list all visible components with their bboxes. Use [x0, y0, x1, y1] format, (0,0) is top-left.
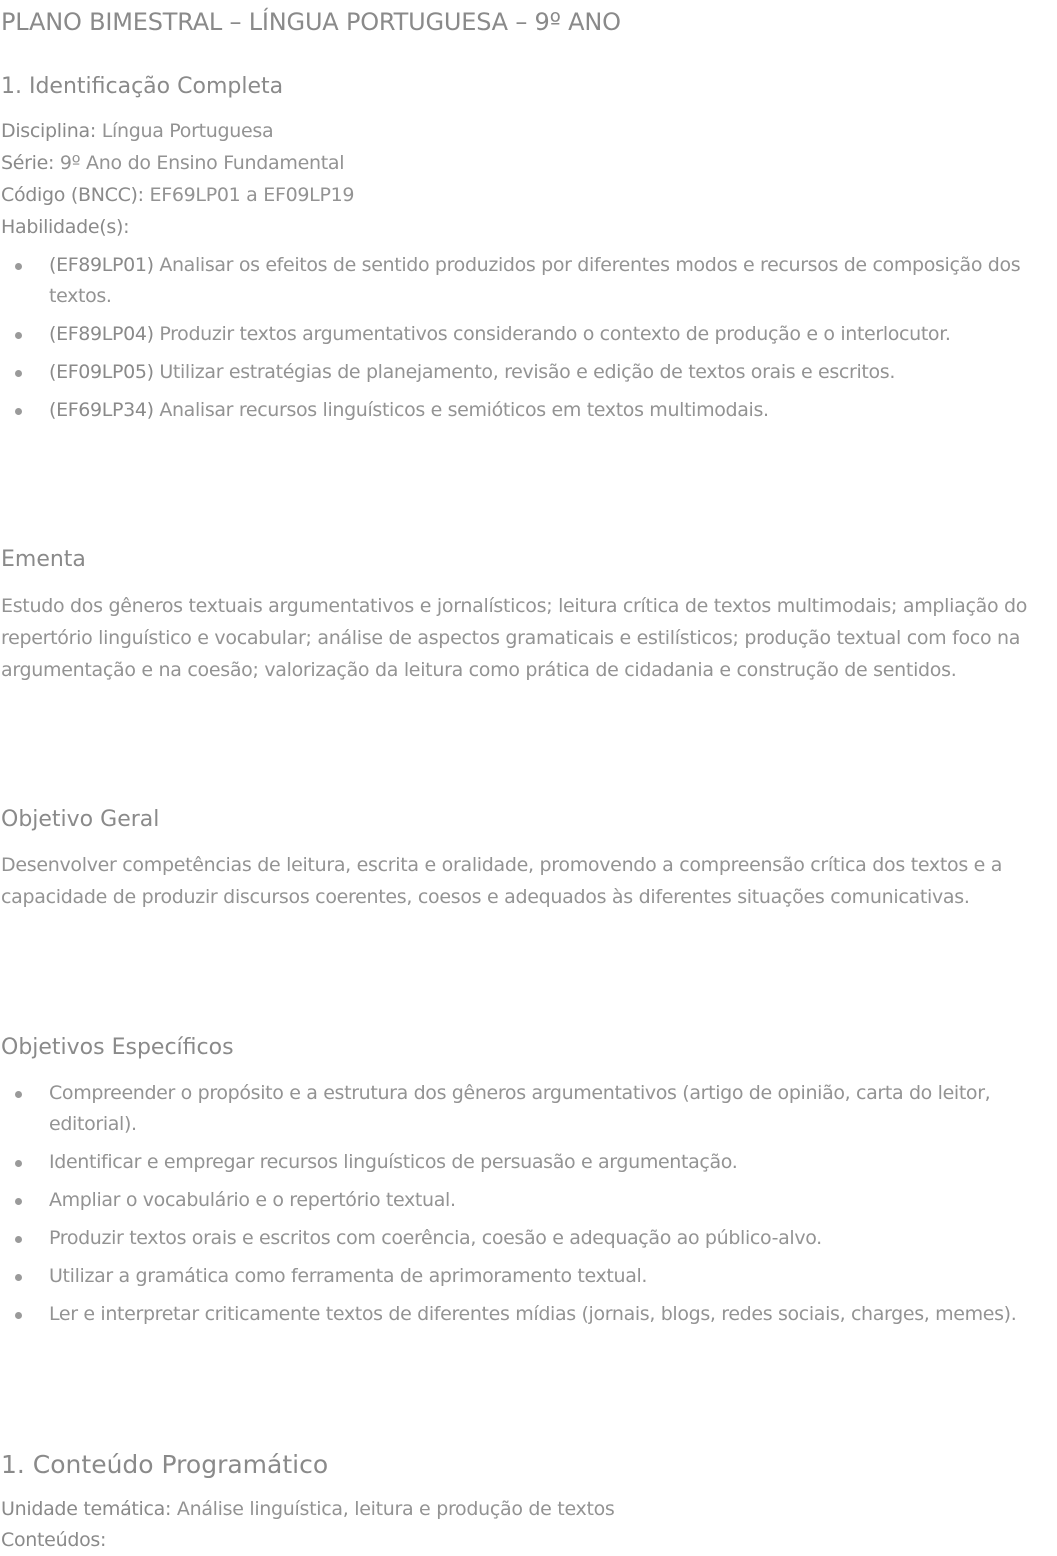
bullet-icon [15, 408, 22, 415]
objetivo-text: Compreender o propósito e a estrutura dos gêneros argumentativos (artigo de opinião, carta do leitor, editorial). [49, 1082, 991, 1135]
habilidades-label: Habilidade(s): [1, 216, 130, 238]
disciplina-line [1, 116, 273, 147]
objetivo-text: Ampliar o vocabulário e o repertório textual. [49, 1189, 456, 1211]
bullet-icon [15, 1160, 22, 1167]
habilidade-text: Produzir textos argumentativos considerando o contexto de produção e o interlocutor. [153, 323, 951, 345]
objetivo-text: Utilizar a gramática como ferramenta de aprimoramento textual. [49, 1265, 648, 1287]
ementa-heading: Ementa [1, 547, 86, 572]
codigo-line [1, 180, 354, 211]
objetivo-geral-heading: Objetivo Geral [1, 807, 160, 832]
ementa-text: Estudo dos gêneros textuais argumentativos e jornalísticos; leitura crítica de textos multimodais; ampliação do repertório linguístico e vocabular; análise de aspectos gramaticais e estilísticos; produção textual com foco na argumentação e na coesão; valorização da leitura como prática de cidadania e construção de sentidos. [1, 595, 1028, 681]
codigo-value: EF69LP01 a EF09LP19 [143, 184, 355, 206]
bullet-icon [15, 332, 22, 339]
disciplina-label: Disciplina: [1, 120, 96, 142]
unidade-value: Análise linguística, leitura e produção de textos [171, 1498, 615, 1520]
objetivo-text: Ler e interpretar criticamente textos de diferentes mídias (jornais, blogs, redes sociais, charges, memes). [49, 1303, 1017, 1325]
document-title: PLANO BIMESTRAL – LÍNGUA PORTUGUESA – 9º ANO [1, 8, 621, 36]
habilidade-text: Analisar os efeitos de sentido produzidos por diferentes modos e recursos de composição dos textos. [49, 254, 1021, 307]
list-item [1, 250, 1053, 312]
list-item [1, 1185, 1053, 1216]
unidade-line [1, 1494, 615, 1525]
list-item [1, 357, 1053, 388]
bullet-icon [15, 1091, 22, 1098]
serie-line [1, 148, 344, 179]
objetivo-text: Identificar e empregar recursos linguísticos de persuasão e argumentação. [49, 1151, 738, 1173]
habilidade-text: Analisar recursos linguísticos e semióticos em textos multimodais. [153, 399, 769, 421]
objetivo-text: Produzir textos orais e escritos com coerência, coesão e adequação ao público-alvo. [49, 1227, 822, 1249]
objetivo-geral-text: Desenvolver competências de leitura, escrita e oralidade, promovendo a compreensão crítica dos textos e a capacidade de produzir discursos coerentes, coesos e adequados às diferentes situações comunicativas. [1, 854, 1003, 908]
list-item [1, 1147, 1053, 1178]
list-item [1, 1299, 1053, 1330]
conteudo-heading: 1. Conteúdo Programático [1, 1450, 329, 1479]
list-item [1, 1078, 1053, 1140]
habilidade-code: (EF69LP34) [49, 399, 154, 421]
bullet-icon [15, 1198, 22, 1205]
habilidades-list [1, 250, 1053, 426]
unidade-label: Unidade temática: [1, 1498, 172, 1520]
bullet-icon [15, 263, 22, 270]
bullet-icon [15, 370, 22, 377]
serie-value: 9º Ano do Ensino Fundamental [54, 152, 345, 174]
bullet-icon [15, 1312, 22, 1319]
disciplina-value: Língua Portuguesa [95, 120, 274, 142]
habilidade-code: (EF89LP04) [49, 323, 154, 345]
identificacao-heading: 1. Identificação Completa [1, 74, 284, 99]
objetivos-especificos-list [1, 1078, 1053, 1330]
list-item [1, 1223, 1053, 1254]
serie-label: Série: [1, 152, 55, 174]
conteudos-line [1, 1525, 106, 1556]
codigo-label: Código (BNCC): [1, 184, 144, 206]
conteudos-label: Conteúdos: [1, 1529, 107, 1551]
list-item [1, 395, 1053, 426]
habilidades-line [1, 212, 129, 243]
habilidade-code: (EF09LP05) [49, 361, 154, 383]
objetivos-especificos-heading: Objetivos Específicos [1, 1035, 234, 1060]
bullet-icon [15, 1236, 22, 1243]
list-item [1, 1261, 1053, 1292]
bullet-icon [15, 1274, 22, 1281]
list-item [1, 319, 1053, 350]
habilidade-code: (EF89LP01) [49, 254, 154, 276]
habilidade-text: Utilizar estratégias de planejamento, revisão e edição de textos orais e escritos. [153, 361, 896, 383]
